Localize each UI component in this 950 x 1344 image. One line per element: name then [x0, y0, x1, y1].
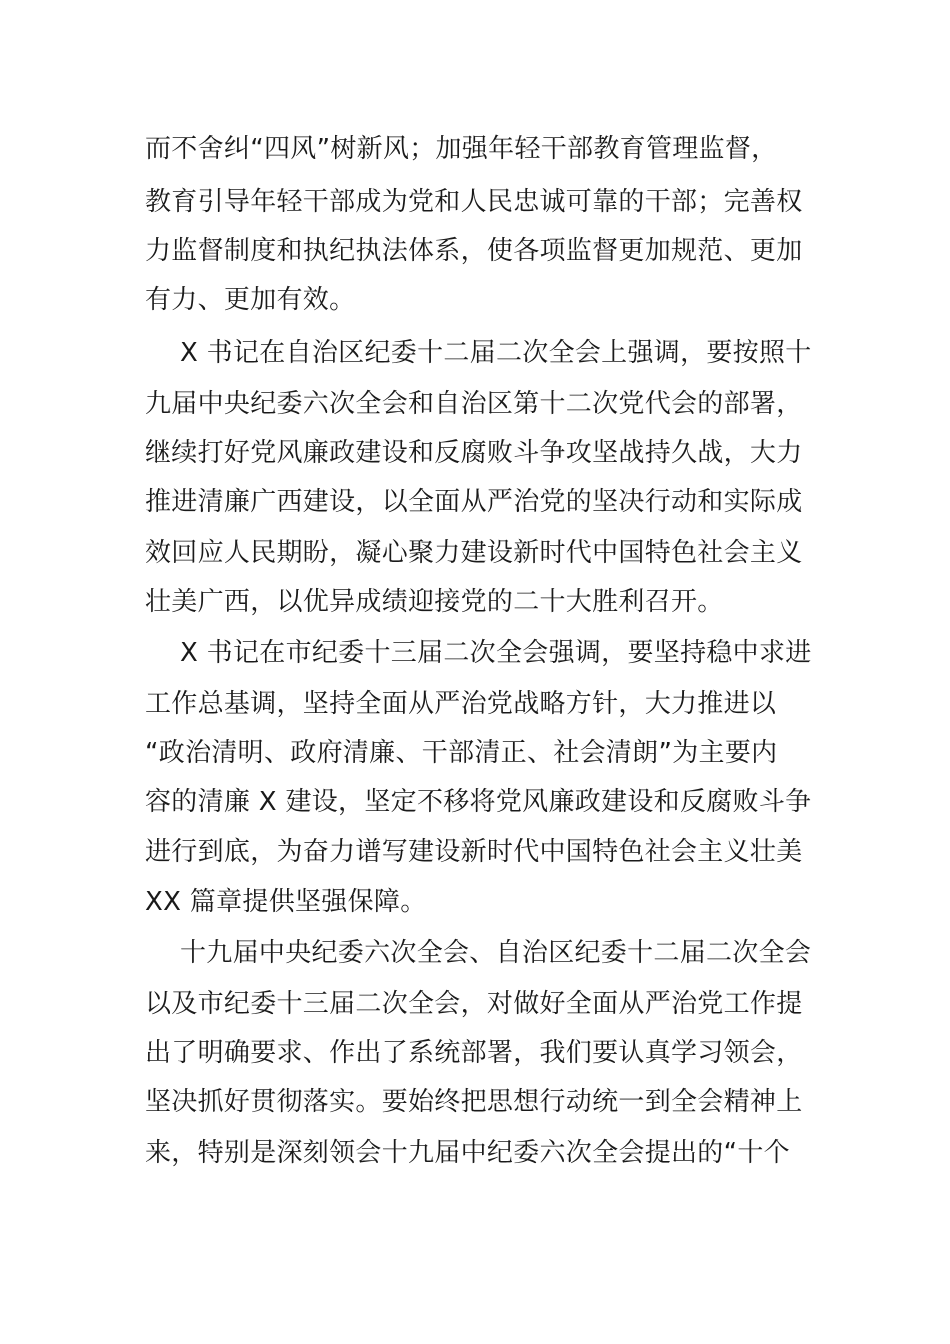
- text-line: XX 篇章提供坚强保障。: [145, 887, 427, 917]
- text-line: 力监督制度和执纪执法体系，使各项监督更加规范、更加: [145, 236, 803, 266]
- text-line: 教育引导年轻干部成为党和人民忠诚可靠的干部；完善权: [145, 187, 803, 217]
- text-line: 有力、更加有效。: [145, 285, 356, 315]
- text-line: 九届中央纪委六次全会和自治区第十二次党代会的部署，: [145, 389, 803, 419]
- text-line: X 书记在自治区纪委十二届二次全会上强调，要按照十: [180, 338, 812, 368]
- text-line: 继续打好党风廉政建设和反腐败斗争攻坚战持久战，大力: [145, 438, 803, 468]
- text-line: 推进清廉广西建设，以全面从严治党的坚决行动和实际成: [145, 487, 803, 517]
- text-line: “政治清明、政府清廉、干部清正、社会清朗”为主要内: [145, 738, 778, 768]
- text-line: 进行到底，为奋力谱写建设新时代中国特色社会主义壮美: [145, 837, 803, 867]
- text-line: 壮美广西，以优异成绩迎接党的二十大胜利召开。: [145, 587, 724, 617]
- text-line: 工作总基调，坚持全面从严治党战略方针，大力推进以: [145, 689, 777, 719]
- text-line: 十九届中央纪委六次全会、自治区纪委十二届二次全会: [180, 938, 812, 968]
- text-line: 容的清廉 X 建设，坚定不移将党风廉政建设和反腐败斗争: [145, 787, 812, 817]
- text-line: 效回应人民期盼，凝心聚力建设新时代中国特色社会主义: [145, 538, 803, 568]
- text-line: 以及市纪委十三届二次全会，对做好全面从严治党工作提: [145, 989, 803, 1019]
- text-line: 来，特别是深刻领会十九届中纪委六次全会提出的“十个: [145, 1138, 790, 1168]
- text-line: 而不舍纠“四风”树新风；加强年轻干部教育管理监督，: [145, 134, 778, 164]
- text-line: 出了明确要求、作出了系统部署，我们要认真学习领会，: [145, 1038, 803, 1068]
- text-line: X 书记在市纪委十三届二次全会强调，要坚持稳中求进: [180, 638, 812, 668]
- text-line: 坚决抓好贯彻落实。要始终把思想行动统一到全会精神上: [145, 1087, 803, 1117]
